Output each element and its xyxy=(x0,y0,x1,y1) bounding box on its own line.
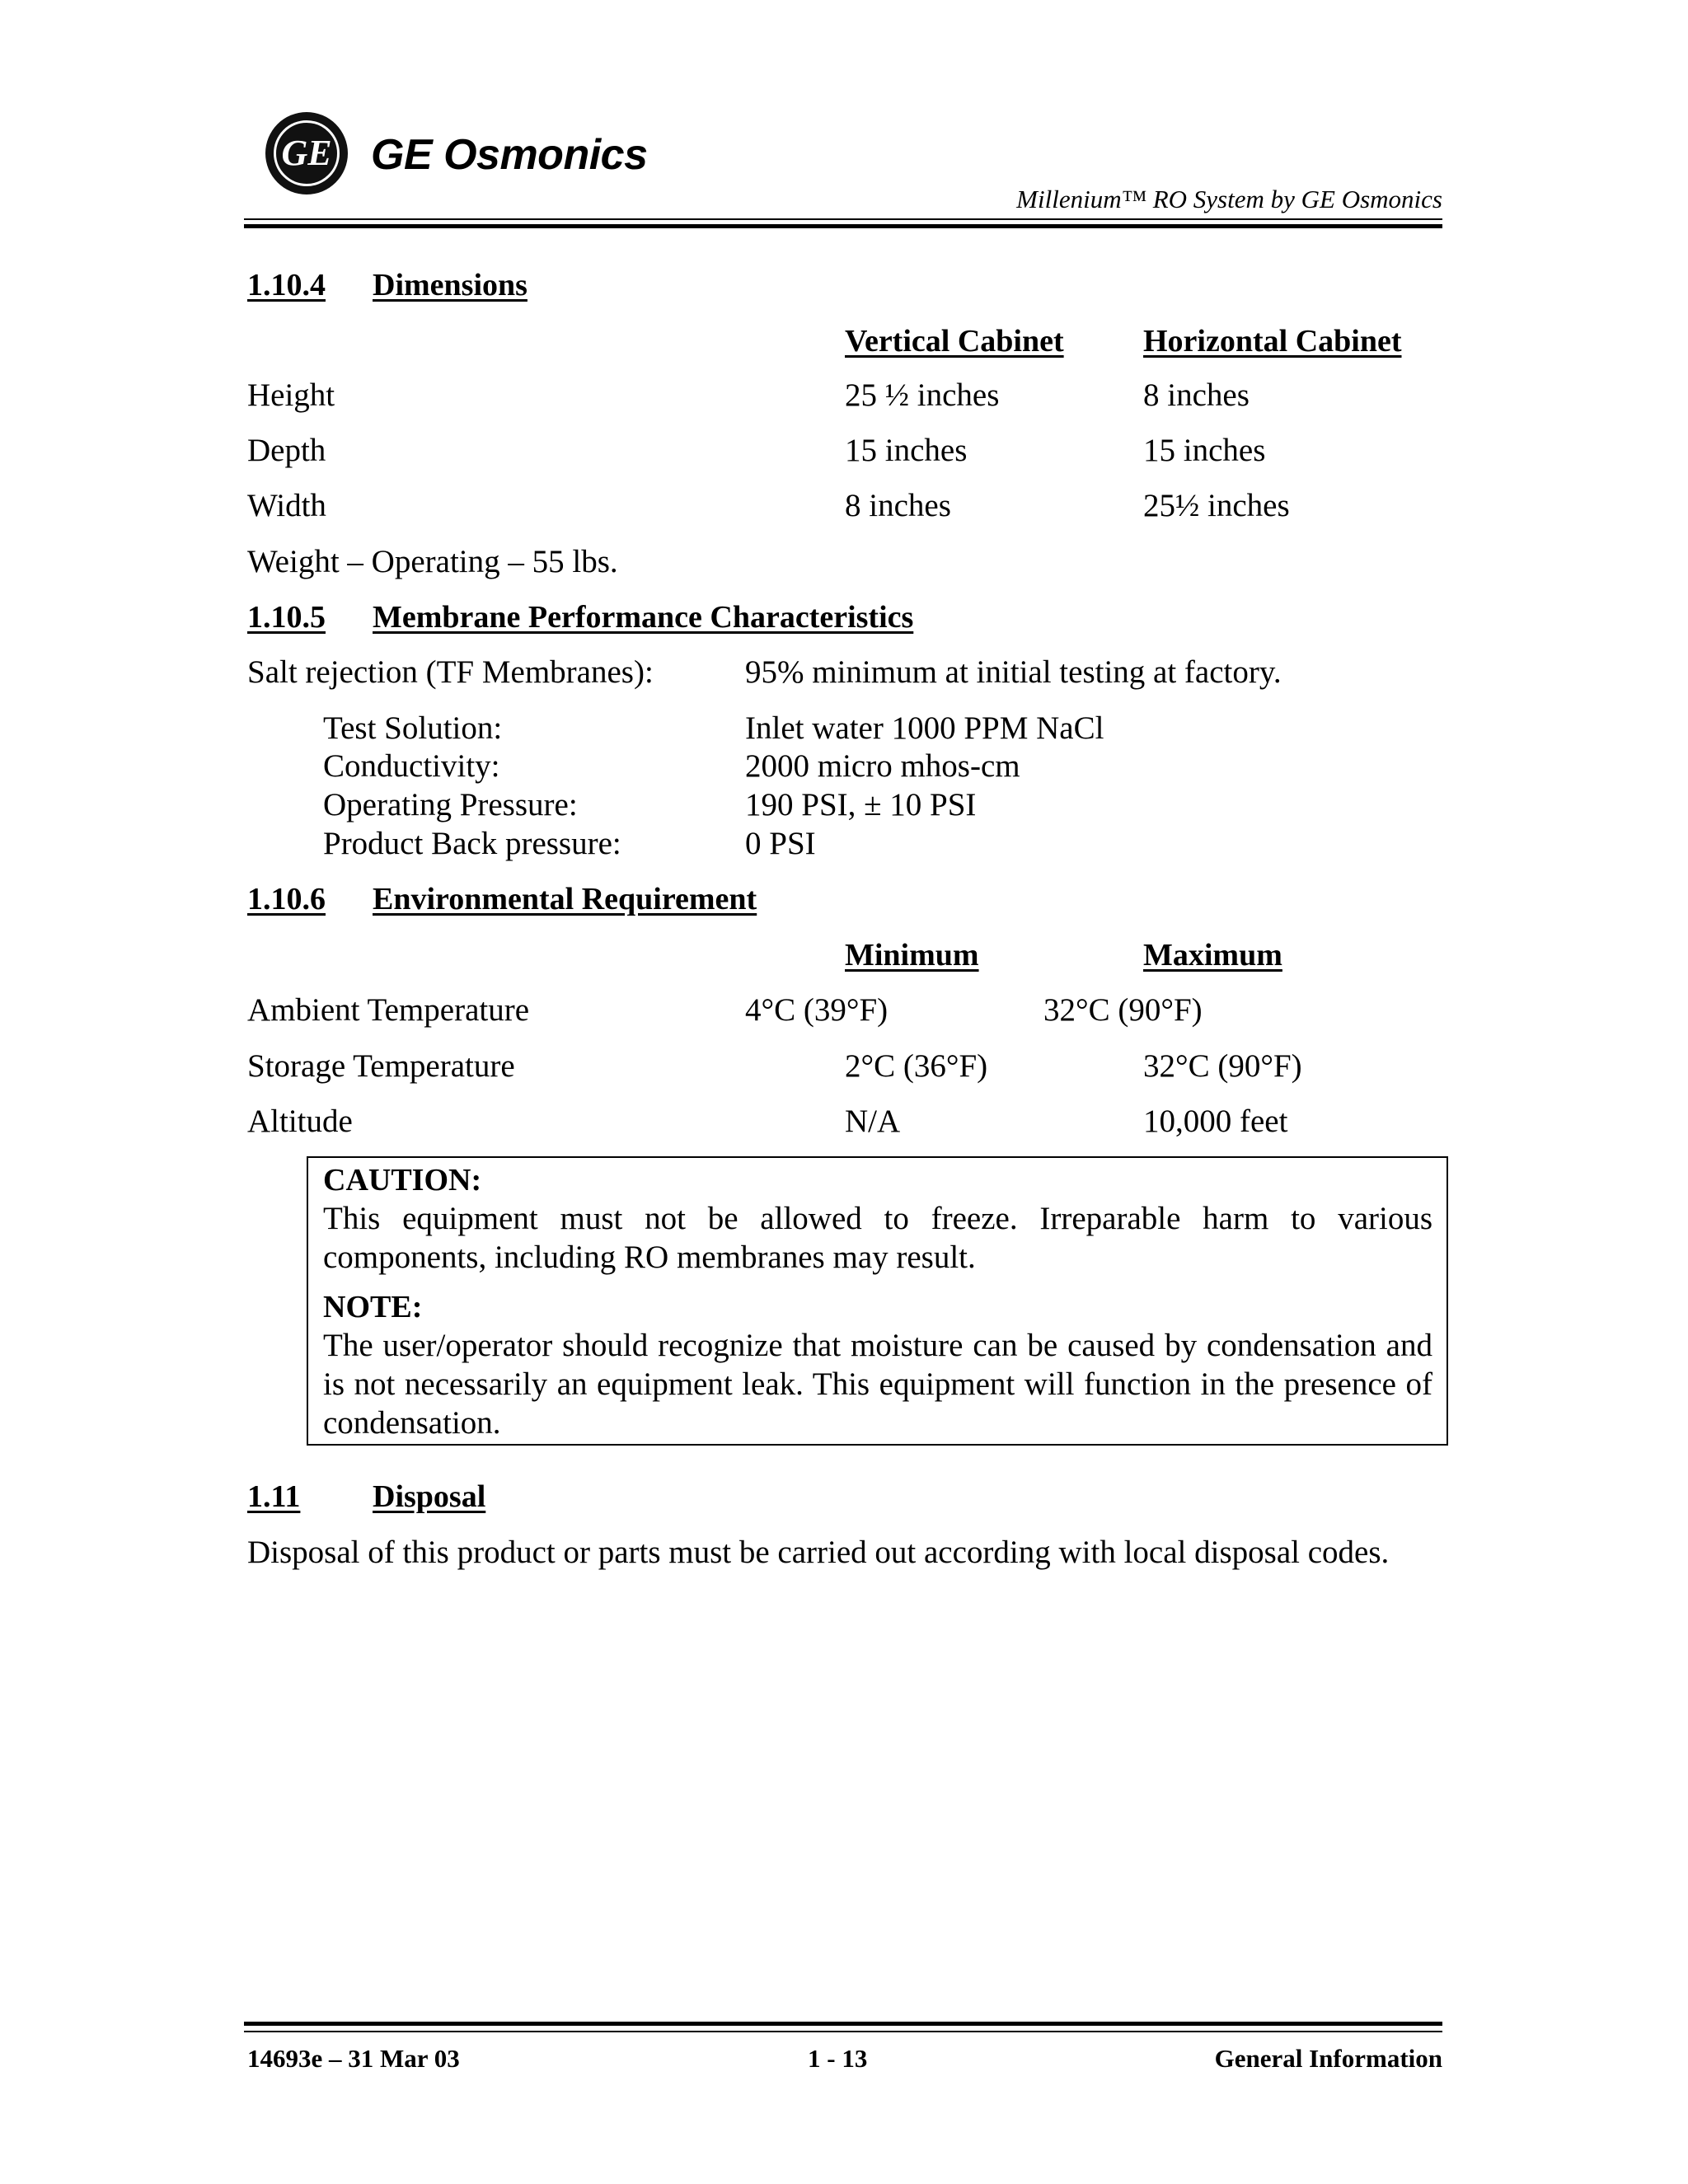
footer-section-name: General Information xyxy=(1214,2044,1442,2073)
dim-horizontal-width: 25½ inches xyxy=(1143,488,1290,523)
section-number-disposal: 1.11 xyxy=(247,1479,301,1514)
footer-rule-thick xyxy=(244,2022,1442,2026)
dim-vertical-width: 8 inches xyxy=(845,488,951,523)
env-label-ambient: Ambient Temperature xyxy=(247,992,530,1028)
running-head: Millenium™ RO System by GE Osmonics xyxy=(1016,185,1442,213)
logo-monogram: GE xyxy=(281,133,332,173)
weight-line: Weight – Operating – 55 lbs. xyxy=(247,544,618,579)
back-pressure-label: Product Back pressure: xyxy=(323,826,621,861)
header-rule-thick xyxy=(244,224,1442,228)
section-title-disposal: Disposal xyxy=(373,1479,486,1514)
header-rule-thin xyxy=(244,218,1442,220)
dim-label-height: Height xyxy=(247,377,335,413)
test-solution-label: Test Solution: xyxy=(323,710,503,746)
env-max-storage: 32°C (90°F) xyxy=(1143,1048,1302,1084)
env-max-altitude: 10,000 feet xyxy=(1143,1104,1288,1139)
disposal-text: Disposal of this product or parts must be carried out according with local disposal codes. xyxy=(247,1535,1390,1570)
env-min-ambient: 4°C (39°F) xyxy=(745,992,889,1028)
dim-label-depth: Depth xyxy=(247,433,326,468)
dim-vertical-height: 25 ½ inches xyxy=(845,377,1000,413)
footer-page-number: 1 - 13 xyxy=(808,2044,868,2073)
caution-text: This equipment must not be allowed to freeze. Irreparable harm to various components, including RO membranes may result. xyxy=(323,1201,1432,1275)
dim-horizontal-height: 8 inches xyxy=(1143,377,1250,413)
salt-rejection-label: Salt rejection (TF Membranes): xyxy=(247,654,654,690)
footer-rule-thin xyxy=(244,2031,1442,2032)
env-min-storage: 2°C (36°F) xyxy=(845,1048,988,1084)
conductivity-value: 2000 micro mhos-cm xyxy=(745,748,1020,784)
section-title-dimensions: Dimensions xyxy=(373,268,528,302)
note-text: The user/operator should recognize that moisture can be caused by condensation and is not necessarily an equipment leak. This equipment will function in the presence of condensation. xyxy=(323,1328,1432,1441)
col-header-horizontal: Horizontal Cabinet xyxy=(1143,324,1402,359)
section-title-membrane: Membrane Performance Characteristics xyxy=(373,600,914,635)
col-header-vertical: Vertical Cabinet xyxy=(845,324,1064,359)
env-label-altitude: Altitude xyxy=(247,1104,353,1139)
section-number-environment: 1.10.6 xyxy=(247,882,326,916)
back-pressure-value: 0 PSI xyxy=(745,826,816,861)
conductivity-label: Conductivity: xyxy=(323,748,500,784)
section-number-membrane: 1.10.5 xyxy=(247,600,326,635)
section-title-environment: Environmental Requirement xyxy=(373,882,757,916)
col-header-minimum: Minimum xyxy=(845,938,979,972)
brand-name: GE Osmonics xyxy=(371,131,648,179)
ge-logo-icon xyxy=(265,112,348,194)
salt-rejection-value: 95% minimum at initial testing at factory. xyxy=(745,654,1282,690)
note-title: NOTE: xyxy=(323,1290,423,1324)
env-label-storage: Storage Temperature xyxy=(247,1048,515,1084)
dim-label-width: Width xyxy=(247,488,326,523)
section-number-dimensions: 1.10.4 xyxy=(247,268,326,302)
operating-pressure-value: 190 PSI, ± 10 PSI xyxy=(745,787,977,823)
operating-pressure-label: Operating Pressure: xyxy=(323,787,578,823)
env-min-altitude: N/A xyxy=(845,1104,901,1139)
dim-horizontal-depth: 15 inches xyxy=(1143,433,1266,468)
test-solution-value: Inlet water 1000 PPM NaCl xyxy=(745,710,1104,746)
col-header-maximum: Maximum xyxy=(1143,938,1282,972)
footer-doc-id: 14693e – 31 Mar 03 xyxy=(247,2044,460,2073)
env-max-ambient: 32°C (90°F) xyxy=(1043,992,1203,1028)
caution-title: CAUTION: xyxy=(323,1163,482,1197)
dim-vertical-depth: 15 inches xyxy=(845,433,968,468)
